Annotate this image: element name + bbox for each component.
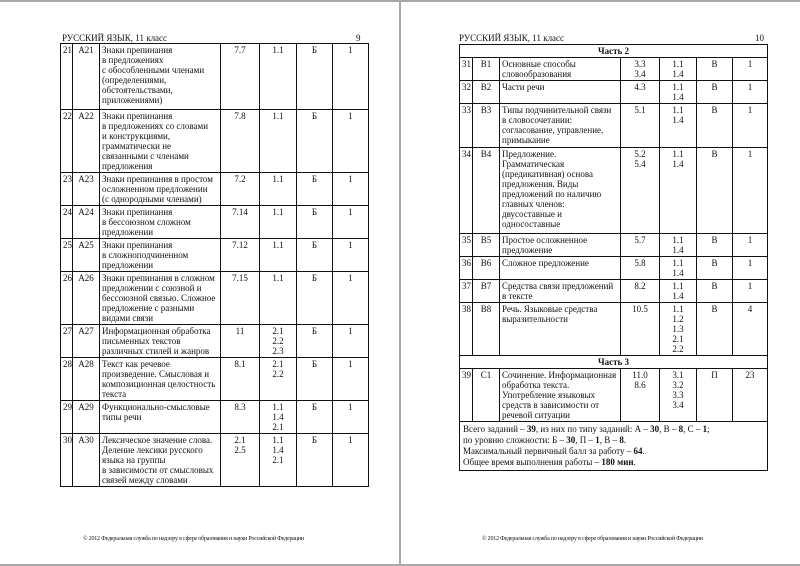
summary-line	[463, 446, 764, 457]
page-10	[401, 0, 800, 566]
task-description: Сочинение. Информационная обработка текста. Употребление языковых средств в зависимости от речевой ситуации	[500, 369, 621, 422]
requirement-code: 1.1	[260, 272, 297, 325]
task-code: А22	[73, 110, 100, 173]
page-footer: © 2012 Федеральная служба по надзору в сфере образования и науки Российской Федерации	[83, 536, 304, 542]
max-score: 1	[333, 325, 369, 358]
task-code: А29	[73, 401, 100, 434]
difficulty-level: В	[697, 104, 733, 148]
task-code: В1	[473, 58, 500, 81]
table-row	[460, 369, 768, 422]
summary-label: .	[633, 457, 636, 467]
task-code: А24	[73, 206, 100, 239]
row-number: 30	[61, 434, 73, 487]
task-code: В2	[473, 81, 500, 104]
requirement-code: 1.1 1.4	[660, 104, 697, 148]
task-description: Средства связи предложений в тексте	[500, 280, 621, 303]
max-score: 4	[733, 303, 768, 356]
row-number: 36	[460, 257, 473, 280]
table-row	[61, 401, 369, 434]
task-code: В7	[473, 280, 500, 303]
part-title: Часть 3	[460, 356, 768, 369]
summary-value: 1	[595, 435, 600, 445]
max-score: 1	[733, 104, 768, 148]
row-number: 38	[460, 303, 473, 356]
table-row	[61, 239, 369, 272]
difficulty-level: Б	[297, 325, 333, 358]
content-code: 7.15	[221, 272, 260, 325]
summary-text	[460, 422, 768, 471]
table-row	[61, 44, 369, 110]
summary-label: , В –	[659, 424, 679, 434]
requirement-code: 1.1 1.4	[660, 81, 697, 104]
task-code: А27	[73, 325, 100, 358]
summary-line	[463, 435, 764, 446]
content-code: 3.3 3.4	[621, 58, 660, 81]
table-row	[61, 173, 369, 206]
summary-value: 1	[702, 424, 708, 434]
task-description: Знаки препинания в сложноподчиненном предложении	[100, 239, 221, 272]
summary-line	[463, 457, 764, 468]
table-row	[460, 257, 768, 280]
row-number: 26	[61, 272, 73, 325]
max-score: 1	[333, 206, 369, 239]
difficulty-level: П	[697, 369, 733, 422]
difficulty-level: В	[697, 303, 733, 356]
max-score: 1	[333, 173, 369, 206]
task-code: В8	[473, 303, 500, 356]
summary-label: , П –	[575, 435, 596, 445]
page-footer: © 2012 Федеральная служба по надзору в сфере образования и науки Российской Федерации	[482, 536, 703, 542]
requirement-code: 2.1 2.2 2.3	[260, 325, 297, 358]
summary-line	[463, 424, 764, 435]
requirement-code: 1.1 1.4	[660, 280, 697, 303]
task-description: Простое осложненное предложение	[500, 234, 621, 257]
requirement-code: 1.1	[260, 173, 297, 206]
content-code: 5.8	[621, 257, 660, 280]
page-9	[0, 0, 399, 566]
content-code: 7.7	[221, 44, 260, 110]
content-code: 5.2 5.4	[621, 148, 660, 234]
max-score: 1	[333, 44, 369, 110]
content-code: 8.1	[221, 358, 260, 401]
content-code: 10.5	[621, 303, 660, 356]
requirement-code: 1.1	[260, 239, 297, 272]
max-score: 1	[333, 239, 369, 272]
task-description: Функционально-смысловые типы речи	[100, 401, 221, 434]
task-description: Основные способы словообразования	[500, 58, 621, 81]
row-number: 34	[460, 148, 473, 234]
max-score: 1	[333, 358, 369, 401]
task-code: А26	[73, 272, 100, 325]
row-number: 28	[61, 358, 73, 401]
task-code: А28	[73, 358, 100, 401]
content-code: 5.1	[621, 104, 660, 148]
max-score: 1	[333, 110, 369, 173]
summary-value: 8	[678, 424, 684, 434]
difficulty-level: Б	[297, 206, 333, 239]
row-number: 23	[61, 173, 73, 206]
row-number: 21	[61, 44, 73, 110]
part-title: Часть 2	[460, 45, 768, 58]
content-code: 5.7	[621, 234, 660, 257]
table-row	[460, 303, 768, 356]
requirement-code: 1.1 1.4 2.1	[260, 401, 297, 434]
content-code: 7.8	[221, 110, 260, 173]
summary-label: по уровню сложности: Б –	[463, 435, 567, 445]
requirement-code: 1.1 1.4 2.1	[260, 434, 297, 487]
task-code: С1	[473, 369, 500, 422]
task-description: Знаки препинания в бессоюзном сложном предложении	[100, 206, 221, 239]
table-row	[61, 434, 369, 487]
task-description: Сложное предложение	[500, 257, 621, 280]
task-table	[60, 43, 369, 487]
summary-label: Общее время выполнения работы –	[463, 457, 602, 467]
row-number: 22	[61, 110, 73, 173]
table-row	[61, 358, 369, 401]
requirement-code: 1.1 1.4	[660, 257, 697, 280]
difficulty-level: Б	[297, 239, 333, 272]
max-score: 1	[733, 81, 768, 104]
requirement-code: 3.1 3.2 3.3 3.4	[660, 369, 697, 422]
task-description: Предложение. Грамматическая (предикативная) основа предложения. Виды предложений по наличию главных членов: двусоставные и односоставные	[500, 148, 621, 234]
difficulty-level: Б	[297, 434, 333, 487]
row-number: 37	[460, 280, 473, 303]
task-description: Части речи	[500, 81, 621, 104]
task-code: В5	[473, 234, 500, 257]
requirement-code: 1.1 1.4	[660, 58, 697, 81]
row-number: 33	[460, 104, 473, 148]
table-row	[61, 325, 369, 358]
table-row	[460, 104, 768, 148]
summary-label: , из них по типу заданий: А –	[535, 424, 651, 434]
row-number: 32	[460, 81, 473, 104]
max-score: 1	[733, 280, 768, 303]
part-header-row	[460, 45, 768, 58]
table-row	[460, 58, 768, 81]
requirement-code: 1.1 1.2 1.3 2.1 2.2	[660, 303, 697, 356]
summary-label: Всего заданий –	[463, 424, 527, 434]
task-table	[459, 44, 768, 471]
max-score: 1	[733, 58, 768, 81]
table-row	[460, 148, 768, 234]
difficulty-level: Б	[297, 358, 333, 401]
content-code: 11.0 8.6	[621, 369, 660, 422]
page-number: 9	[356, 33, 361, 43]
summary-label: , С –	[683, 424, 703, 434]
summary-value: 180 мин	[601, 457, 634, 467]
max-score: 23	[733, 369, 768, 422]
content-code: 7.2	[221, 173, 260, 206]
max-score: 1	[733, 257, 768, 280]
summary-value: 30	[566, 435, 576, 445]
requirement-code: 1.1	[260, 206, 297, 239]
task-description: Информационная обработка письменных текстов различных стилей и жанров	[100, 325, 221, 358]
content-code: 4.3	[621, 81, 660, 104]
task-description: Знаки препинания в предложениях со словами и конструкциями, грамматически не связанными с членами предложения	[100, 110, 221, 173]
summary-label: , В –	[599, 435, 620, 445]
summary-value: 8	[619, 435, 624, 445]
table-row	[61, 110, 369, 173]
max-score: 1	[333, 272, 369, 325]
table-row	[61, 272, 369, 325]
task-code: В6	[473, 257, 500, 280]
row-number: 35	[460, 234, 473, 257]
difficulty-level: Б	[297, 110, 333, 173]
requirement-code: 1.1	[260, 110, 297, 173]
difficulty-level: Б	[297, 272, 333, 325]
summary-label: .	[642, 446, 645, 456]
task-code: В4	[473, 148, 500, 234]
table-row	[460, 234, 768, 257]
difficulty-level: В	[697, 81, 733, 104]
task-code: А21	[73, 44, 100, 110]
summary-value: 39	[526, 424, 536, 434]
table-row	[61, 206, 369, 239]
row-number: 29	[61, 401, 73, 434]
requirement-code: 1.1 1.4	[660, 148, 697, 234]
page-header-title: РУССКИЙ ЯЗЫК, 11 класс	[62, 33, 168, 43]
max-score: 1	[733, 148, 768, 234]
difficulty-level: В	[697, 257, 733, 280]
task-description: Речь. Языковые средства выразительности	[500, 303, 621, 356]
summary-value: 64	[633, 446, 643, 456]
row-number: 24	[61, 206, 73, 239]
difficulty-level: Б	[297, 44, 333, 110]
difficulty-level: В	[697, 148, 733, 234]
difficulty-level: В	[697, 280, 733, 303]
difficulty-level: В	[697, 234, 733, 257]
max-score: 1	[733, 234, 768, 257]
row-number: 25	[61, 239, 73, 272]
page-header-title: РУССКИЙ ЯЗЫК, 11 класс	[459, 33, 565, 43]
requirement-code: 2.1 2.2	[260, 358, 297, 401]
row-number: 31	[460, 58, 473, 81]
requirement-code: 1.1	[260, 44, 297, 110]
task-description: Знаки препинания в предложениях с обособленными членами (определениями, обстоятельствами, приложениями)	[100, 44, 221, 110]
summary-label: .	[623, 435, 627, 445]
row-number: 27	[61, 325, 73, 358]
summary-value: 30	[650, 424, 660, 434]
requirement-code: 1.1 1.4	[660, 234, 697, 257]
content-code: 11	[221, 325, 260, 358]
page-number: 10	[755, 33, 764, 43]
summary-label: ;	[707, 424, 710, 434]
task-code: А23	[73, 173, 100, 206]
task-code: А25	[73, 239, 100, 272]
row-number: 39	[460, 369, 473, 422]
table-row	[460, 81, 768, 104]
task-description: Текст как речевое произведение. Смысловая и композиционная целостность текста	[100, 358, 221, 401]
summary-label: Максимальный первичный балл за работу –	[463, 446, 634, 456]
task-description: Знаки препинания в простом осложненном предложении (с однородными членами)	[100, 173, 221, 206]
difficulty-level: Б	[297, 173, 333, 206]
summary-row	[460, 422, 768, 471]
content-code: 8.2	[621, 280, 660, 303]
max-score: 1	[333, 401, 369, 434]
task-description: Типы подчинительной связи в словосочетании: согласование, управление, примыкание	[500, 104, 621, 148]
difficulty-level: В	[697, 58, 733, 81]
part-header-row	[460, 356, 768, 369]
task-description: Знаки препинания в сложном предложении с союзной и бессоюзной связью. Сложное предложение с разными видами связи	[100, 272, 221, 325]
task-code: В3	[473, 104, 500, 148]
content-code: 2.1 2.5	[221, 434, 260, 487]
max-score: 1	[333, 434, 369, 487]
task-description: Лексическое значение слова. Деление лексики русского языка на группы в зависимости от смысловых связей между словами	[100, 434, 221, 487]
content-code: 7.14	[221, 206, 260, 239]
content-code: 7.12	[221, 239, 260, 272]
table-row	[460, 280, 768, 303]
content-code: 8.3	[221, 401, 260, 434]
difficulty-level: Б	[297, 401, 333, 434]
task-code: А30	[73, 434, 100, 487]
